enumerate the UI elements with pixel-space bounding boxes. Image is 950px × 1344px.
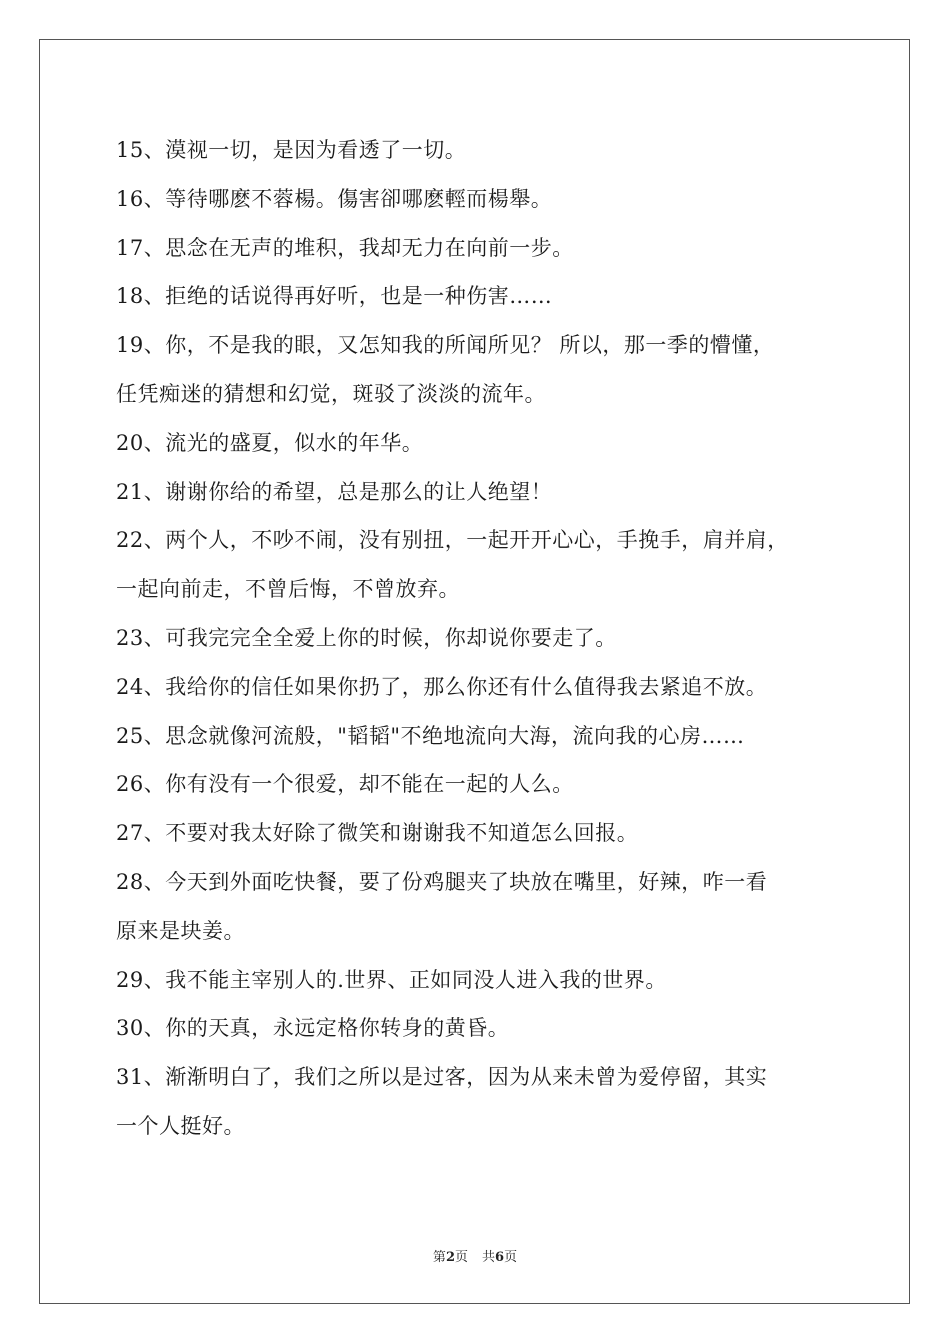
- text-line: 27、不要对我太好除了微笑和谢谢我不知道怎么回报。: [116, 821, 639, 846]
- text-line: 19、你，不是我的眼，又怎知我的所闻所见？ 所以，那一季的懵懂，: [116, 333, 775, 358]
- text-line: 18、拒绝的话说得再好听，也是一种伤害……: [116, 284, 553, 309]
- text-line: 一个人挺好。: [116, 1113, 245, 1138]
- text-line: 26、你有没有一个很爱，却不能在一起的人么。: [116, 772, 574, 797]
- text-line: 任凭痴迷的猜想和幻觉，斑驳了淡淡的流年。: [116, 381, 546, 406]
- text-line: 22、两个人，不吵不闹，没有别扭，一起开开心心，手挽手，肩并肩，: [116, 528, 789, 553]
- text-line: 17、思念在无声的堆积，我却无力在向前一步。: [116, 235, 574, 260]
- text-line: 15、漠视一切，是因为看透了一切。: [116, 138, 467, 162]
- text-line: 21、谢谢你给的希望，总是那么的让人绝望！: [116, 479, 553, 504]
- text-line: 16、等待哪麽不蓉楊。傷害卻哪麽輕而楊舉。: [116, 186, 553, 211]
- text-line: 28、今天到外面吃快餐，要了份鸡腿夹了块放在嘴里，好辣，咋一看: [116, 869, 768, 894]
- text-line: 原来是块姜。: [116, 918, 245, 943]
- text-line: 一起向前走，不曾后悔，不曾放弃。: [116, 577, 460, 602]
- text-line: 20、流光的盛夏，似水的年华。: [116, 430, 424, 455]
- total-suffix: 页: [504, 1250, 518, 1265]
- page-suffix: 页: [454, 1250, 468, 1265]
- text-line: 24、我给你的信任如果你扔了，那么你还有什么值得我去紧追不放。: [116, 674, 768, 699]
- text-line: 23、可我完完全全爱上你的时候，你却说你要走了。: [116, 625, 617, 650]
- total-pages: 6: [495, 1250, 505, 1265]
- page-prefix: 第: [432, 1250, 446, 1265]
- document-body: [116, 126, 836, 1151]
- text-line: 30、你的天真，永远定格你转身的黄昏。: [116, 1016, 510, 1041]
- text-line: 29、我不能主宰别人的.世界、正如同没人进入我的世界。: [116, 967, 667, 992]
- page-footer: [0, 1246, 950, 1265]
- total-prefix: 共: [482, 1250, 496, 1265]
- page-number: 2: [445, 1250, 455, 1265]
- text-line: 31、渐渐明白了，我们之所以是过客，因为从来未曾为爱停留，其实: [116, 1065, 768, 1090]
- text-line: 25、思念就像河流般，"韬韬"不绝地流向大海，流向我的心房……: [116, 723, 745, 748]
